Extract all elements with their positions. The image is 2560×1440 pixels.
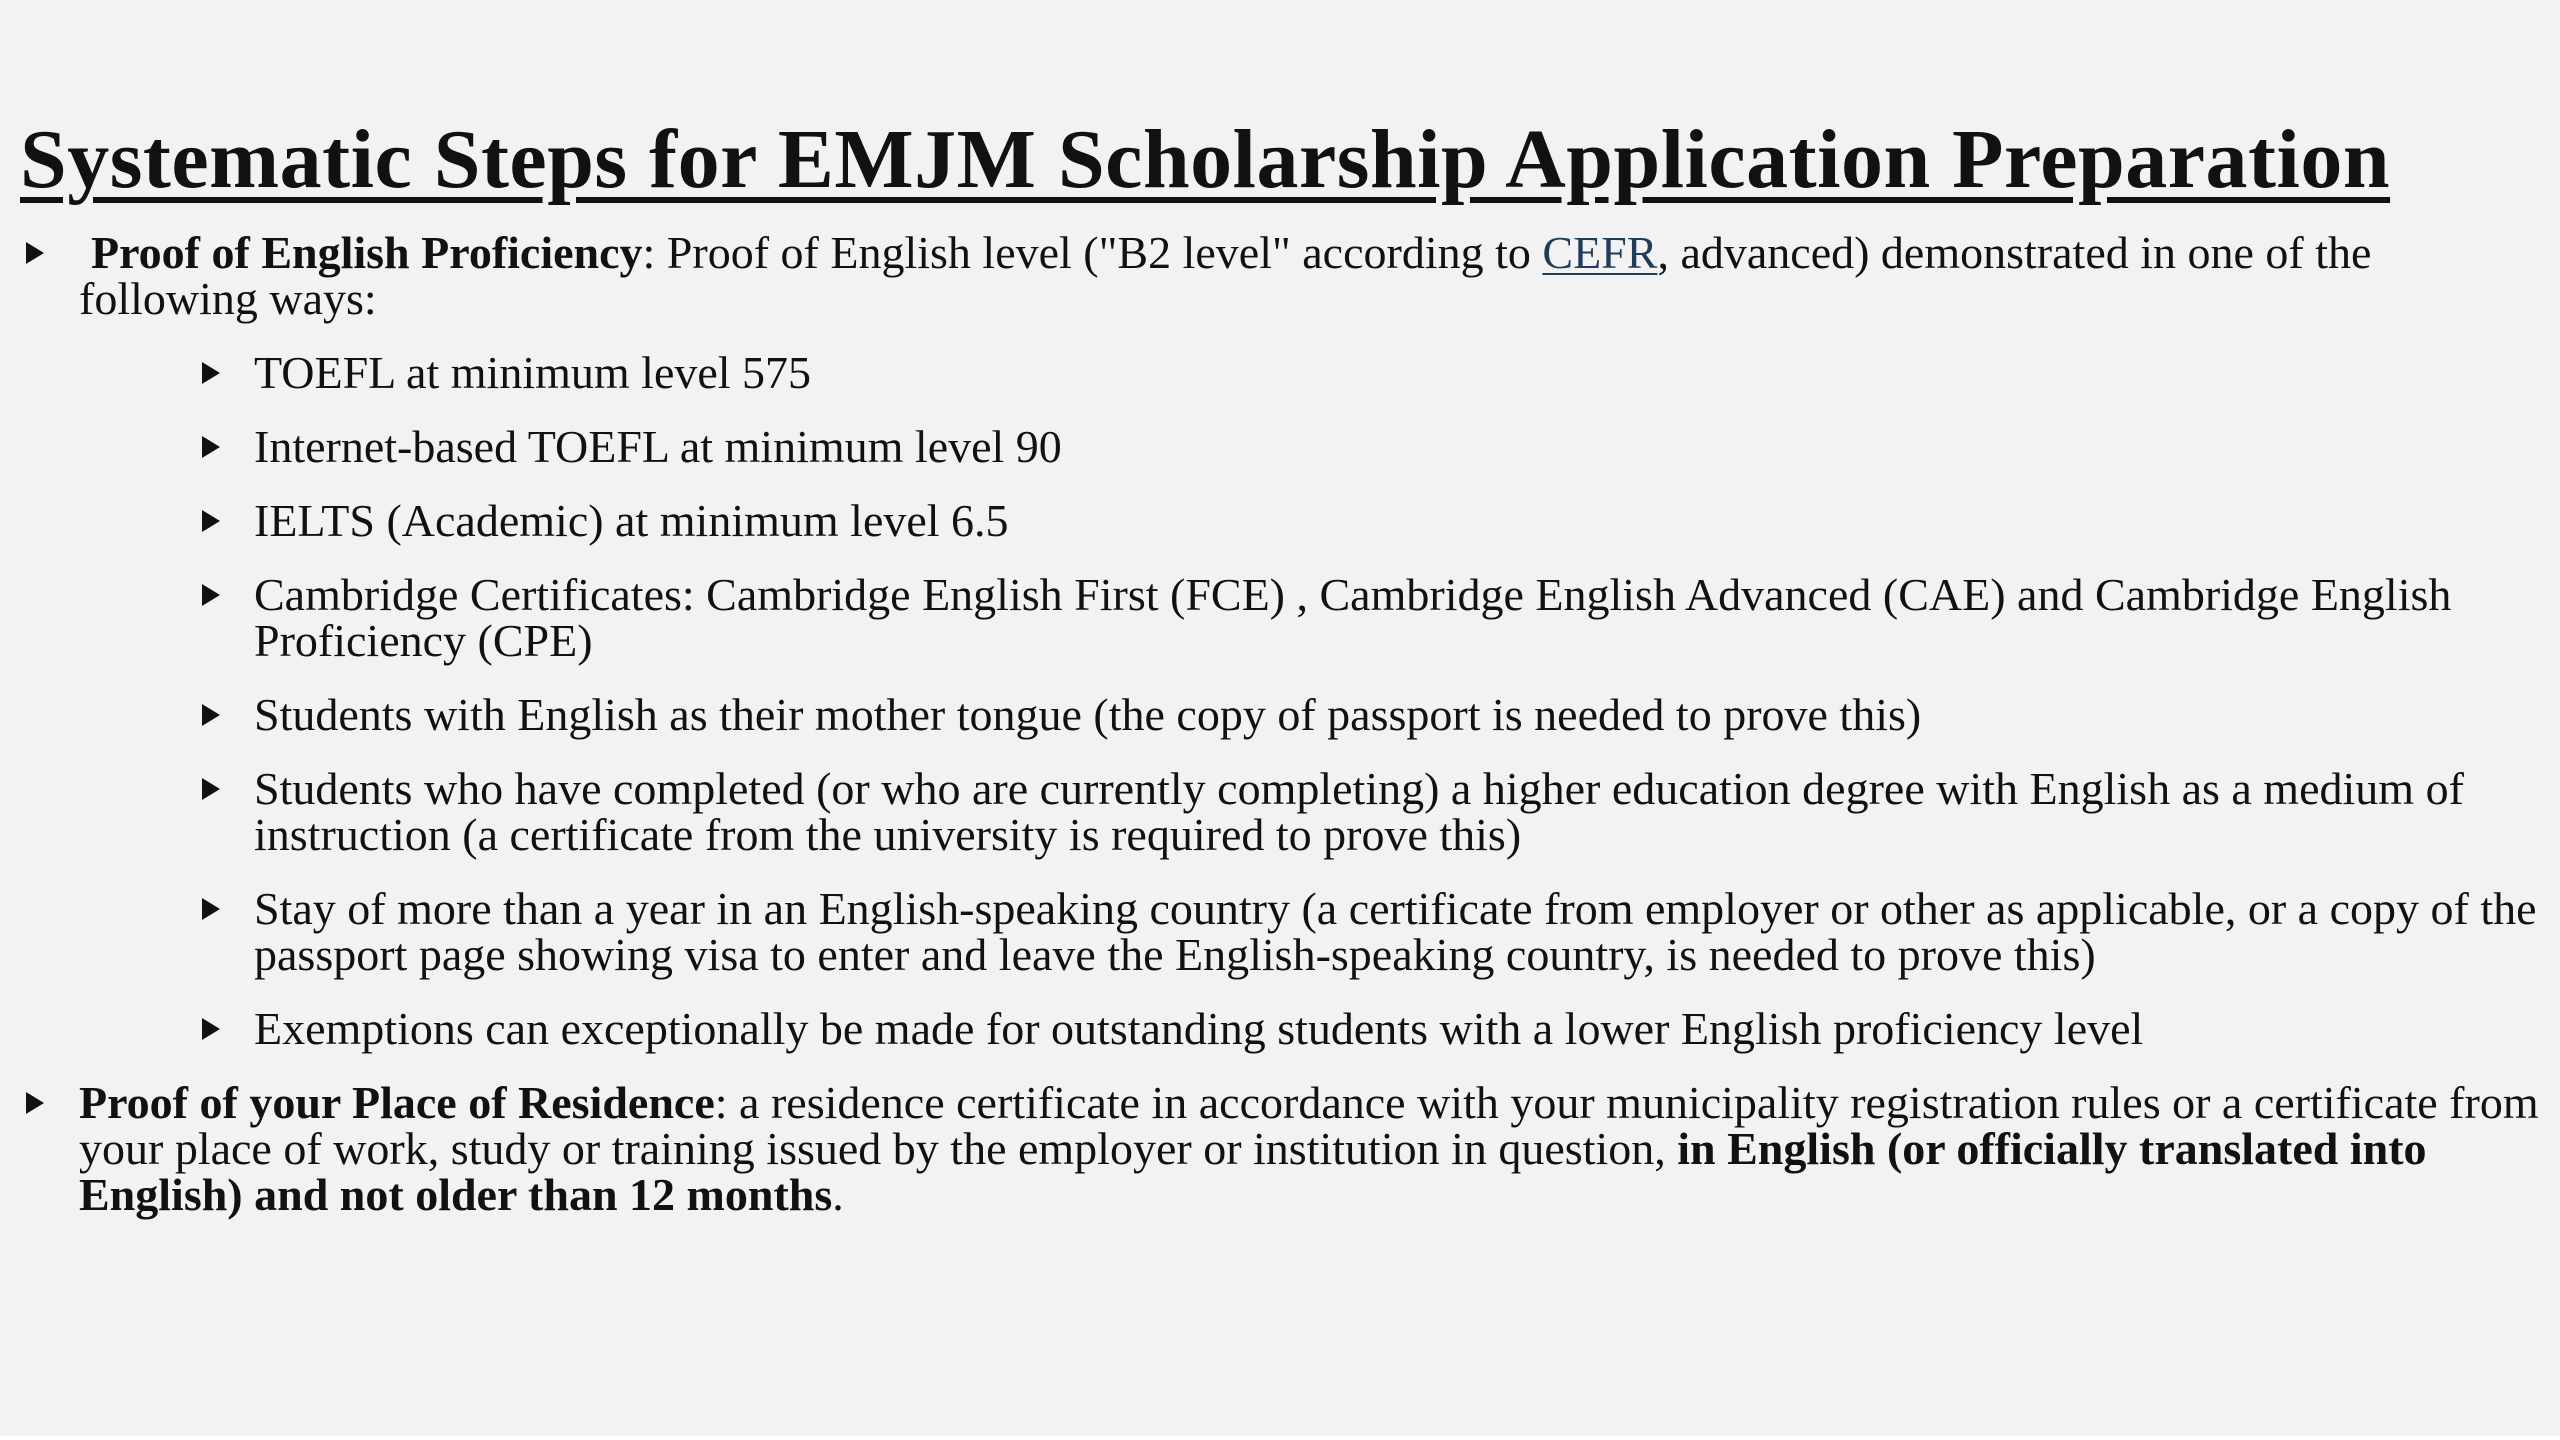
triangle-bullet-icon	[202, 1018, 220, 1040]
slide-title: Systematic Steps for EMJM Scholarship Application Preparation	[20, 113, 2391, 206]
english-option-item	[175, 689, 2540, 740]
residence-proof-bold-text: in English (or officially translated into English) and not older than 12 months	[79, 1123, 2427, 1220]
triangle-bullet-icon	[202, 898, 220, 920]
english-option-text: Students with English as their mother tongue (the copy of passport is needed to prove this)	[254, 689, 1922, 740]
residence-proof-heading: Proof of your Place of Residence	[79, 1077, 715, 1128]
english-proficiency-heading: Proof of English Proficiency	[91, 227, 643, 278]
bottom-edge	[0, 1436, 2560, 1440]
english-proficiency-text-after-link: , advanced) demonstrated in one of the following ways:	[79, 227, 2372, 324]
english-option-text: IELTS (Academic) at minimum level 6.5	[254, 495, 1009, 546]
residence-proof-text: : a residence certificate in accordance with your municipality registration rules or a certificate from your place of work, study or training issued by the employer or institution in question,	[79, 1077, 2539, 1174]
english-option-item	[175, 1003, 2540, 1054]
english-option-item	[175, 495, 2540, 546]
english-option-item	[175, 763, 2540, 860]
english-option-item	[175, 421, 2540, 472]
residence-proof-item	[0, 1077, 2540, 1220]
residence-proof-end-text: .	[832, 1169, 844, 1220]
english-option-text: Students who have completed (or who are currently completing) a higher education degree with English as a medium of instruction (a certificate from the university is required to prove this)	[254, 763, 2464, 860]
english-option-text: Stay of more than a year in an English-speaking country (a certificate from employer or other as applicable, or a copy of the passport page showing visa to enter and leave the English-speaking country, is needed to prove this)	[254, 883, 2537, 980]
triangle-bullet-icon	[26, 242, 44, 264]
english-option-text: TOEFL at minimum level 575	[254, 347, 812, 398]
english-option-text: Cambridge Certificates: Cambridge English First (FCE) , Cambridge English Advanced (CAE) and Cambridge English Proficiency (CPE)	[254, 569, 2452, 666]
triangle-bullet-icon	[202, 778, 220, 800]
slide-content	[0, 227, 2540, 1246]
english-option-text: Exemptions can exceptionally be made for outstanding students with a lower English proficiency level	[254, 1003, 2144, 1054]
english-proficiency-options	[79, 347, 2540, 1054]
english-proficiency-text-before-link: : Proof of English level ("B2 level" according to	[642, 227, 1543, 278]
triangle-bullet-icon	[202, 436, 220, 458]
triangle-bullet-icon	[202, 584, 220, 606]
triangle-bullet-icon	[26, 1092, 44, 1114]
triangle-bullet-icon	[202, 704, 220, 726]
english-option-text: Internet-based TOEFL at minimum level 90	[254, 421, 1062, 472]
triangle-bullet-icon	[202, 510, 220, 532]
triangle-bullet-icon	[202, 362, 220, 384]
english-option-item	[175, 569, 2540, 666]
cefr-link[interactable]: CEFR	[1542, 227, 1658, 278]
english-proficiency-item	[0, 227, 2540, 1054]
english-option-item	[175, 883, 2540, 980]
english-option-item	[175, 347, 2540, 398]
